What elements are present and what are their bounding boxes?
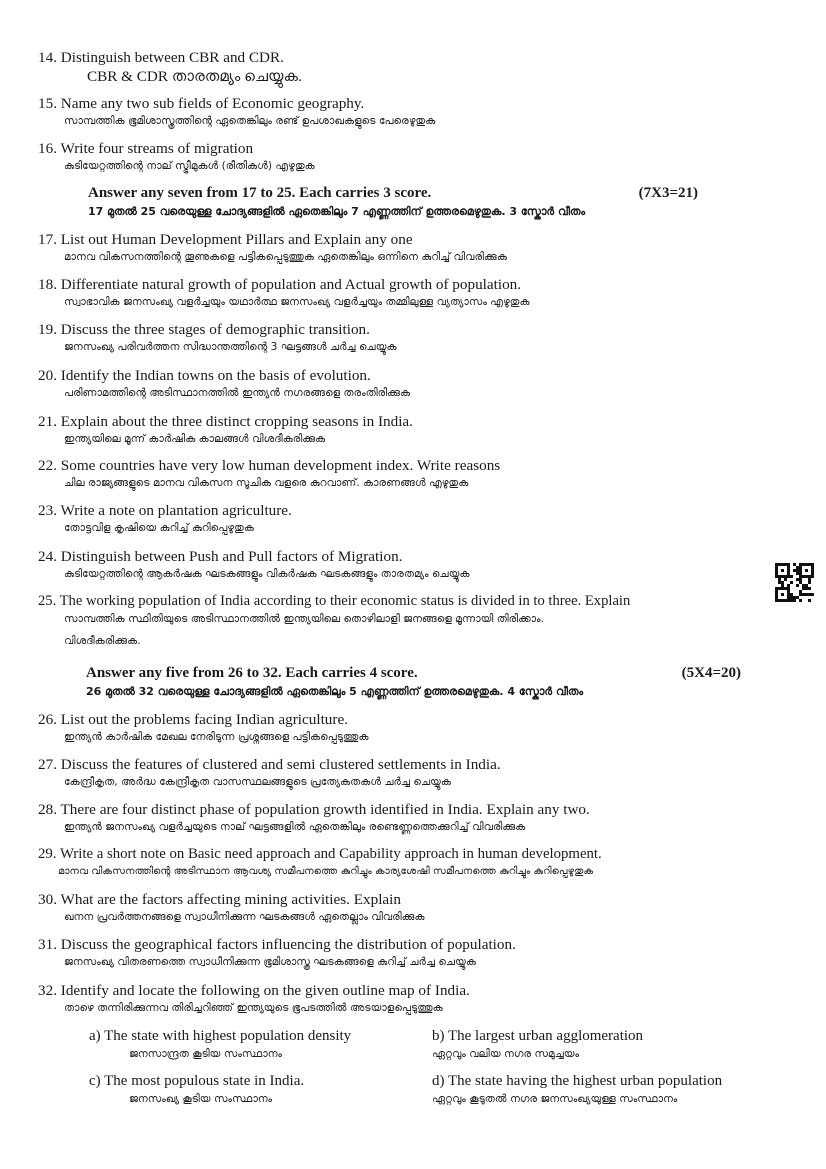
question-text: Distinguish between CBR and CDR.: [60, 49, 284, 66]
question-24: [38, 547, 798, 582]
question-number: 15.: [38, 95, 57, 112]
question-20: [38, 366, 798, 401]
question-text-ml: കുടിയേറ്റത്തിന്റെ നാല് സ്ട്രീമുകൾ (രീതികൾ) എഴുതുക: [64, 160, 315, 172]
question-28: [38, 800, 798, 835]
question-26: [38, 710, 798, 745]
question-text: Write four streams of migration: [60, 140, 254, 157]
question-number: 22.: [38, 457, 57, 474]
question-number: 27.: [38, 756, 57, 773]
subpart-text: a) The state with highest population density: [89, 1028, 352, 1044]
subpart-text-ml: ഏറ്റവും വലിയ നഗര സമുച്ചയം: [432, 1048, 580, 1060]
question-text: List out the problems facing Indian agriculture.: [60, 711, 348, 728]
question-text-ml: ഇന്ത്യൻ കാർഷിക മേഖല നേരിടുന്ന പ്രശ്നങ്ങളെ പട്ടികപ്പെടുത്തുക: [64, 731, 369, 743]
qr-module: [808, 599, 811, 602]
section-instruction-ml: 26 മുതൽ 32 വരെയുള്ള ചോദ്യങ്ങളിൽ ഏതെങ്കിലും 5 എണ്ണത്തിന് ഉത്തരമെഴുതുക. 4 സ്കോർ വീതം: [86, 685, 584, 698]
question-text-ml: CBR & CDR താരതമ്യം ചെയ്യുക.: [87, 68, 302, 85]
section-heading-2: [86, 664, 741, 701]
question-16: [38, 139, 798, 174]
question-number: 18.: [38, 276, 57, 293]
question-text: Explain about the three distinct cropping seasons in India.: [60, 413, 413, 430]
section-heading-1: [88, 184, 698, 221]
question-text-ml: സാമ്പത്തിക സ്ഥിതിയുടെ അടിസ്ഥാനത്തിൽ ഇന്ത്യയിലെ തൊഴിലാളി ജനങ്ങളെ മൂന്നായി തിരിക്കാം.: [64, 613, 544, 625]
question-text-ml: കുടിയേറ്റത്തിന്റെ ആകർഷക ഘടകങ്ങളും വികർഷക ഘടകങ്ങളും താരതമ്യം ചെയ്യുക: [64, 568, 470, 580]
qr-module: [784, 578, 787, 581]
question-29: [38, 845, 798, 880]
question-text-ml: സാമ്പത്തിക ഭൂമിശാസ്ത്രത്തിന്റെ ഏതെങ്കിലും രണ്ട് ഉപശാഖകളുടെ പേരെഴുതുക: [64, 115, 436, 127]
question-text-ml: സ്വാഭാവിക ജനസംഖ്യ വളർച്ചയും യഥാർത്ഥ ജനസംഖ്യ വളർച്ചയും തമ്മിലുള്ള വ്യത്യാസം എഴുതുക: [64, 296, 530, 308]
section-score: (5X4=20): [681, 665, 741, 681]
question-text: Identify the Indian towns on the basis of evolution.: [60, 367, 371, 384]
subpart-d: [432, 1072, 722, 1107]
question-23: [38, 501, 798, 536]
question-27: [38, 755, 798, 790]
subpart-text: d) The state having the highest urban population: [432, 1073, 723, 1089]
subpart-text-ml: ജനസാന്ദ്രത കൂടിയ സംസ്ഥാനം: [129, 1048, 282, 1060]
question-text-ml: ചില രാജ്യങ്ങളുടെ മാനവ വികസന സൂചിക വളരെ കുറവാണ്. കാരണങ്ങൾ എഴുതുക: [64, 477, 469, 489]
section-score: (7X3=21): [638, 185, 698, 201]
subpart-a: [89, 1027, 351, 1062]
question-text-ml: ഇന്ത്യയിലെ മൂന്ന് കാർഷിക കാലങ്ങൾ വിശദീകരിക്കുക: [64, 433, 326, 445]
question-17: [38, 230, 798, 265]
question-text: There are four distinct phase of population growth identified in India. Explain any two.: [60, 801, 590, 818]
question-text: Name any two sub fields of Economic geography.: [60, 95, 365, 112]
question-number: 21.: [38, 413, 57, 430]
question-text: Some countries have very low human development index. Write reasons: [60, 457, 501, 474]
subpart-text: b) The largest urban agglomeration: [432, 1028, 644, 1044]
question-number: 17.: [38, 231, 57, 248]
question-number: 24.: [38, 548, 57, 565]
section-instruction: Answer any five from 26 to 32. Each carries 4 score.: [86, 665, 418, 681]
qr-module: [805, 569, 808, 572]
question-text: Identify and locate the following on the given outline map of India.: [60, 982, 470, 999]
qr-module: [781, 569, 784, 572]
question-text-ml: മാനവ വികസനത്തിന്റെ തൂണുകളെ പട്ടികപ്പെടുത്തുക ഏതെങ്കിലും ഒന്നിനെ കുറിച്ച് വിവരിക്കുക: [64, 251, 507, 263]
subpart-text-ml: ജനസംഖ്യ കൂടിയ സംസ്ഥാനം: [129, 1093, 273, 1105]
question-14: [38, 48, 798, 86]
question-number: 29.: [38, 846, 57, 862]
qr-module: [790, 575, 793, 578]
question-number: 14.: [38, 49, 57, 66]
question-19: [38, 320, 798, 355]
qr-module: [808, 581, 811, 584]
question-number: 19.: [38, 321, 57, 338]
question-number: 25.: [38, 593, 57, 609]
question-number: 31.: [38, 936, 57, 953]
qr-module: [793, 599, 796, 602]
subpart-c: [89, 1072, 304, 1107]
question-text-ml: ജനസംഖ്യ പരിവർത്തന സിദ്ധാന്തത്തിന്റെ 3 ഘട്ടങ്ങൾ ചർച്ച ചെയ്യുക: [64, 341, 397, 353]
qr-module: [811, 575, 814, 578]
qr-module: [781, 593, 784, 596]
question-25: [38, 592, 778, 649]
question-text-ml: താഴെ തന്നിരിക്കുന്നവ തിരിച്ചറിഞ്ഞ് ഇന്ത്യയുടെ ഭൂപടത്തിൽ അടയാളപ്പെടുത്തുക: [64, 1002, 443, 1014]
question-text: Discuss the three stages of demographic transition.: [60, 321, 370, 338]
qr-module: [796, 584, 799, 587]
section-instruction: Answer any seven from 17 to 25. Each carries 3 score.: [88, 185, 432, 201]
qr-module: [790, 581, 793, 584]
subpart-text: c) The most populous state in India.: [89, 1073, 305, 1089]
question-30: [38, 890, 798, 925]
question-31: [38, 935, 798, 970]
question-18: [38, 275, 798, 310]
section-instruction-ml: 17 മുതൽ 25 വരെയുള്ള ചോദ്യങ്ങളിൽ ഏതെങ്കിലും 7 എണ്ണത്തിന് ഉത്തരമെഴുതുക. 3 സ്കോർ വീതം: [88, 205, 586, 218]
question-21: [38, 412, 798, 447]
question-text: Differentiate natural growth of population and Actual growth of population.: [60, 276, 522, 293]
question-32: [38, 981, 798, 1016]
question-text-ml: തോട്ടവിള കൃഷിയെ കുറിച്ച് കുറിപ്പെഴുതുക: [64, 522, 254, 534]
subpart-text-ml: ഏറ്റവും കൂടുതൽ നഗര ജനസംഖ്യയുള്ള സംസ്ഥാനം: [432, 1093, 678, 1105]
question-text: Discuss the geographical factors influencing the distribution of population.: [60, 936, 516, 953]
question-number: 28.: [38, 801, 57, 818]
question-text-ml: ഖനന പ്രവർത്തനങ്ങളെ സ്വാധീനിക്കുന്ന ഘടകങ്ങൾ ഏതെല്ലാം വിവരിക്കുക: [64, 911, 425, 923]
question-text: The working population of India according to their economic status is divided in to three. Explain: [59, 593, 631, 609]
question-text: Distinguish between Push and Pull factors of Migration.: [60, 548, 403, 565]
question-text-ml-continued: വിശദീകരിക്കുക.: [64, 635, 141, 647]
question-text-ml: പരിണാമത്തിന്റെ അടിസ്ഥാനത്തിൽ ഇന്ത്യൻ നഗരങ്ങളെ തരംതിരിക്കുക: [64, 387, 411, 399]
question-text: Write a note on plantation agriculture.: [60, 502, 292, 519]
question-text: Discuss the features of clustered and semi clustered settlements in India.: [60, 756, 501, 773]
question-15: [38, 94, 798, 129]
question-text: List out Human Development Pillars and Explain any one: [60, 231, 413, 248]
question-number: 23.: [38, 502, 57, 519]
question-text-ml: ഇന്ത്യൻ ജനസംഖ്യ വളർച്ചയുടെ നാല് ഘട്ടങ്ങളിൽ ഏതെങ്കിലും രണ്ടെണ്ണത്തെക്കുറിച്ച് വിവരിക്കുക: [64, 821, 526, 833]
question-number: 20.: [38, 367, 57, 384]
subpart-b: [432, 1027, 643, 1062]
question-text-ml: മാനവ വികസനത്തിന്റെ അടിസ്ഥാന ആവശ്യ സമീപനത്തെ കുറിച്ചും കാര്യശേഷി സമീപനത്തെ കുറിച്ചും കുറിപ്പെഴുതുക: [58, 866, 594, 877]
question-text-ml: കേന്ദ്രീകൃത, അർദ്ധ കേന്ദ്രീകൃത വാസസ്ഥലങ്ങളുടെ പ്രത്യേകതകൾ ചർച്ച ചെയ്യുക: [64, 776, 451, 788]
qr-module: [808, 587, 811, 590]
qr-module: [799, 599, 802, 602]
question-text-ml: ജനസംഖ്യ വിതരണത്തെ സ്വാധീനിക്കുന്ന ഭൂമിശാസ്ത്ര ഘടകങ്ങളെ കുറിച്ച് ചർച്ച ചെയ്യുക: [64, 956, 476, 968]
question-number: 16.: [38, 140, 57, 157]
question-text: Write a short note on Basic need approach and Capability approach in human development.: [59, 846, 602, 862]
question-number: 32.: [38, 982, 57, 999]
question-number: 26.: [38, 711, 57, 728]
qr-module: [811, 593, 814, 596]
qr-code-icon: [775, 563, 815, 603]
question-number: 30.: [38, 891, 57, 908]
question-text: What are the factors affecting mining activities. Explain: [60, 891, 401, 908]
question-22: [38, 456, 798, 491]
